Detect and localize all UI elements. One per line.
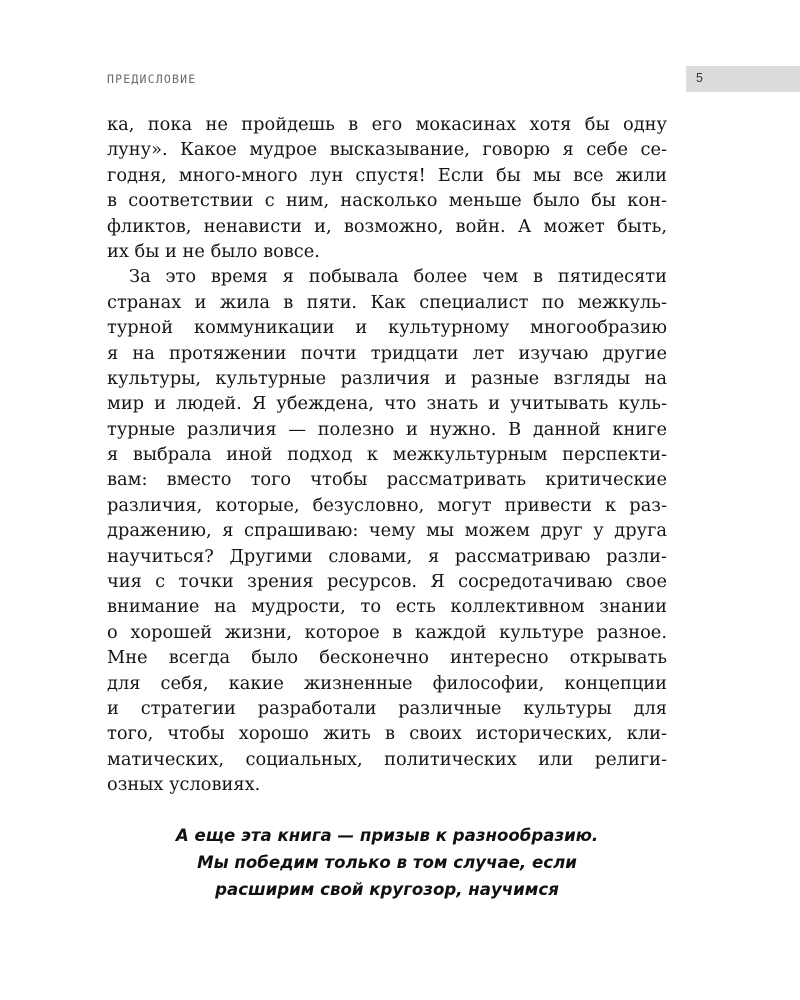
text-line: озных условиях. <box>107 774 261 796</box>
text-line: внимание на мудрости, то есть коллективном знании <box>107 596 667 618</box>
pull-quote-line: Мы победим только в том случае, если <box>197 853 577 872</box>
text-line: ка, пока не пройдешь в его мокасинах хотя бы одну <box>107 114 667 135</box>
running-head-section-title: ПРЕДИСЛОВИЕ <box>107 72 197 86</box>
text-line: матических, социальных, политических или религи- <box>107 748 667 770</box>
body-text <box>107 112 667 798</box>
text-line: За это время я побывала более чем в пятидесяти <box>129 266 667 288</box>
text-line: и стратегии разработали различные культуры для <box>107 697 667 719</box>
text-line: дражению, я спрашиваю: чему мы можем друг у друга <box>107 520 667 542</box>
text-line: того, чтобы хорошо жить в своих исторических, кли- <box>107 723 667 745</box>
text-line: я выбрала иной подход к межкультурным перспекти- <box>107 444 667 466</box>
pull-quote-line: расширим свой кругозор, научимся <box>215 880 559 899</box>
text-line: странах и жила в пяти. Как специалист по межкуль- <box>107 291 667 313</box>
page-number-tab <box>686 66 800 92</box>
text-line: вам: вместо того чтобы рассматривать критические <box>107 469 667 491</box>
text-line: чия с точки зрения ресурсов. Я сосредотачиваю свое <box>107 571 667 593</box>
text-line: луну». Какое мудрое высказывание, говорю я себе се- <box>107 139 667 161</box>
text-line: Мне всегда было бесконечно интересно открывать <box>107 647 667 669</box>
text-line: турные различия — полезно и нужно. В данной книге <box>107 418 667 440</box>
text-line: культуры, культурные различия и разные взгляды на <box>107 367 667 389</box>
text-line: мир и людей. Я убеждена, что знать и учитывать куль- <box>107 393 667 415</box>
text-line: о хорошей жизни, которое в каждой культуре разное. <box>107 621 667 643</box>
pull-quote <box>107 822 667 903</box>
text-line: я на протяжении почти тридцати лет изучаю другие <box>107 342 667 364</box>
text-line: научиться? Другими словами, я рассматриваю разли- <box>107 545 667 567</box>
text-line: различия, которые, безусловно, могут привести к раз- <box>107 494 667 516</box>
text-line: их бы и не было вовсе. <box>107 240 320 262</box>
text-line: турной коммуникации и культурному многообразию <box>107 317 667 339</box>
text-line: фликтов, ненависти и, возможно, войн. А может быть, <box>107 215 667 237</box>
text-line: для себя, какие жизненные философии, концепции <box>107 672 667 694</box>
pull-quote-line: А еще эта книга — призыв к разнообразию. <box>175 826 599 845</box>
page-number: 5 <box>696 71 703 85</box>
text-line: годня, много-много лун спустя! Если бы мы все жили <box>107 164 667 186</box>
text-line: в соответствии с ним, насколько меньше было бы кон- <box>107 190 667 212</box>
